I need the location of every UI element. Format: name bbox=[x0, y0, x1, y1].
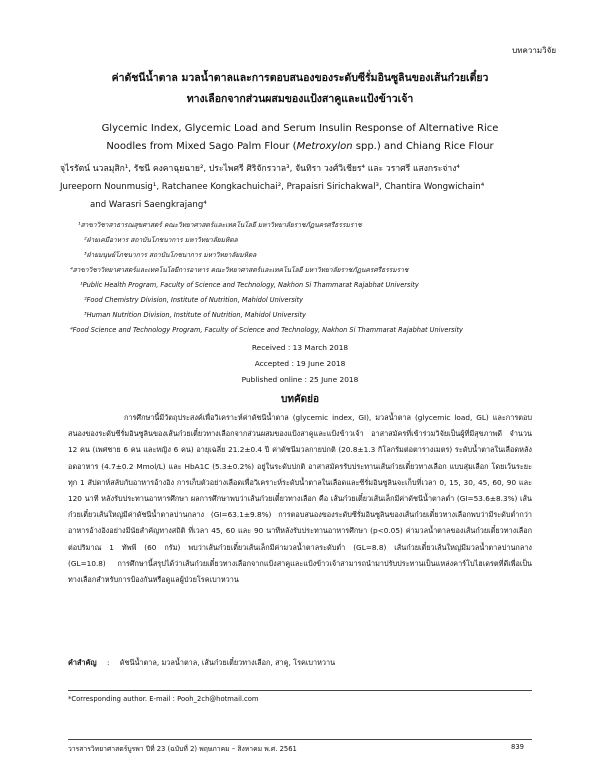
title-english-species: Metroxylon bbox=[296, 141, 353, 152]
title-english-part-b: spp.) and Chiang Rice Flour bbox=[352, 141, 494, 152]
title-english-line-1: Glycemic Index, Glycemic Load and Serum Insulin Response of Alternative Rice bbox=[101, 123, 499, 134]
received-date: Received : 13 March 2018 bbox=[251, 343, 349, 352]
keywords-colon: : bbox=[106, 658, 110, 667]
running-head: บทความวิจัย bbox=[512, 46, 556, 55]
keywords bbox=[68, 658, 532, 669]
title-english-line-2 bbox=[40, 138, 560, 156]
authors-english-2: and Warasri Saengkrajang⁴ bbox=[90, 200, 207, 210]
footnote-divider bbox=[68, 690, 532, 691]
title-english bbox=[40, 120, 560, 156]
page-number: 839 bbox=[511, 743, 524, 751]
corresponding-author: *Corresponding author. E-mail : Pooh_2ch@hotmail.com bbox=[68, 695, 259, 703]
affiliation-en-3: ³Human Nutrition Division, Institute of Nutrition, Mahidol University bbox=[84, 311, 306, 319]
affiliations bbox=[70, 218, 540, 338]
authors-thai: จุไรรัตน์ นวลมุสิก¹, รัชนี คงคาฉุยฉาย², ประไพศรี ศิริจักรวาล³, จันทิรา วงศ์วิเชียร⁴ และ วราศรี แสงกระจ่าง⁴ bbox=[60, 164, 460, 174]
affiliation-en-4: ⁴Food Science and Technology Program, Faculty of Science and Technology, Nakhon Si Thammarat Rajabhat University bbox=[70, 326, 463, 334]
title-thai-line-1: ค่าดัชนีน้ำตาล มวลน้ำตาลและการตอบสนองของระดับซีรั่มอินซูลินของเส้นก๋วยเตี๋ยว bbox=[111, 72, 489, 84]
affiliation-th-2: ²ฝ่ายเคมีอาหาร สถาบันโภชนาการ มหาวิทยาลัยมหิดล bbox=[84, 236, 238, 244]
authors bbox=[60, 160, 540, 214]
journal-citation: วารสารวิทยาศาสตร์บูรพา ปีที่ 23 (ฉบับที่ 2) พฤษภาคม – สิงหาคม พ.ศ. 2561 bbox=[68, 745, 297, 753]
authors-english-1: Jureeporn Nounmusig¹, Ratchanee Kongkachuichai², Prapaisri Sirichakwal³, Chantira Wongwichain⁴ bbox=[60, 182, 485, 192]
abstract-heading: บทคัดย่อ bbox=[281, 394, 319, 405]
keywords-list: ดัชนีน้ำตาล, มวลน้ำตาล, เส้นก๋วยเตี๋ยวทางเลือก, สาคู, โรคเบาหวาน bbox=[119, 658, 336, 667]
keywords-label: คำสำคัญ bbox=[68, 658, 97, 667]
title-english-part-a: Noodles from Mixed Sago Palm Flour ( bbox=[106, 141, 297, 152]
published-date: Published online : 25 June 2018 bbox=[241, 375, 359, 384]
abstract-text: การศึกษานี้มีวัตถุประสงค์เพื่อวิเคราะห์ค่าดัชนีน้ำตาล (glycemic index, GI), มวลน้ำตาล (glycemic load, GL) และการตอบสนองของระดับซีรั่มอินซูลินของเส้นก๋วยเตี๋ยวทางเลือกจากส่วนผสมของแป้งสาคูและแป้งข้าวเจ้า อาสาสมัครที่เข้าร่วมวิจัยเป็นผู้ที่มีสุขภาพดี จำนวน 12 คน (เพศชาย 6 คน และหญิง 6 คน) อายุเฉลี่ย 21.2±0.4 ปี ค่าดัชนีมวลกายปกติ (20.8±1.3 กิโลกรัมต่อตารางเมตร) ระดับน้ำตาลในเลือดหลังอดอาหาร (4.7±0.2 Mmol/L) และ HbA1C (5.3±0.2%) อยู่ในระดับปกติ อาสาสมัครรับประทานเส้นก๋วยเตี๋ยวทางเลือก แบบสุ่มเลือก โดยเว้นระยะทุก 1 สัปดาห์สลับกับอาหารอ้างอิง การเก็บตัวอย่างเลือดเพื่อวิเคราะห์ระดับน้ำตาลในเลือดและซีรั่มอินซูลินจะเก็บที่เวลา 0, 15, 30, 45, 60, 90 และ 120 นาที หลังรับประทานอาหารศึกษา ผลการศึกษาพบว่าเส้นก๋วยเตี๋ยวทางเลือก คือ เส้นก๋วยเตี๋ยวเส้นเล็กมีค่าดัชนีน้ำตาลต่ำ (GI=53.6±8.3%) เส้นก๋วยเตี๋ยวเส้นใหญ่มีค่าดัชนีน้ำตาลปานกลาง (GI=63.1±9.8%) การตอบสนองของระดับซีรั่มอินซูลินของเส้นก๋วยเตี๋ยวทางเลือกพบว่ามีระดับต่ำกว่าอาหารอ้างอิงอย่างมีนัยสำคัญทางสถิติ ที่เวลา 45, 60 และ 90 นาทีหลังรับประทานอาหารศึกษา (p<0.05) ค่ามวลน้ำตาลของเส้นก๋วยเตี๋ยวทางเลือกต่อปริมาณ 1 ทัพพี (60 กรัม) พบว่าเส้นก๋วยเตี๋ยวเส้นเล็กมีค่ามวลน้ำตาลระดับต่ำ (GL=8.8) เส้นก๋วยเตี๋ยวเส้นใหญ่มีมวลน้ำตาลปานกลาง (GL=10.8) การศึกษานี้สรุปได้ว่าเส้นก๋วยเตี๋ยวทางเลือกจากแป้งสาคูและแป้งข้าวเจ้าสามารถนำมาปรับประทานเป็นแหล่งคาร์โบไฮเดรตที่ดีเพื่อเป็นทางเลือกสำหรับการป้องกันหรือดูแลผู้ป่วยโรคเบาหวาน bbox=[68, 413, 532, 585]
article-dates bbox=[0, 340, 600, 388]
footer-divider bbox=[68, 739, 532, 740]
affiliation-th-1: ¹สาขาวิชาสาธารณสุขศาสตร์ คณะวิทยาศาสตร์และเทคโนโลยี มหาวิทยาลัยราชภัฏนครศรีธรรมราช bbox=[78, 221, 362, 229]
title-thai bbox=[40, 68, 560, 110]
affiliation-en-2: ²Food Chemistry Division, Institute of Nutrition, Mahidol University bbox=[84, 296, 304, 304]
affiliation-en-1: ¹Public Health Program, Faculty of Science and Technology, Nakhon Si Thammarat Rajabhat University bbox=[80, 281, 419, 289]
accepted-date: Accepted : 19 June 2018 bbox=[254, 359, 346, 368]
affiliation-th-4: ⁴สาขาวิชาวิทยาศาสตร์และเทคโนโลยีการอาหาร คณะวิทยาศาสตร์และเทคโนโลยี มหาวิทยาลัยราชภัฏนครศรีธรรมราช bbox=[70, 266, 409, 274]
affiliation-th-3: ³ฝ่ายมนุษย์โภชนาการ สถาบันโภชนาการ มหาวิทยาลัยมหิดล bbox=[84, 251, 257, 259]
title-thai-line-2: ทางเลือกจากส่วนผสมของแป้งสาคูและแป้งข้าวเจ้า bbox=[186, 93, 414, 105]
